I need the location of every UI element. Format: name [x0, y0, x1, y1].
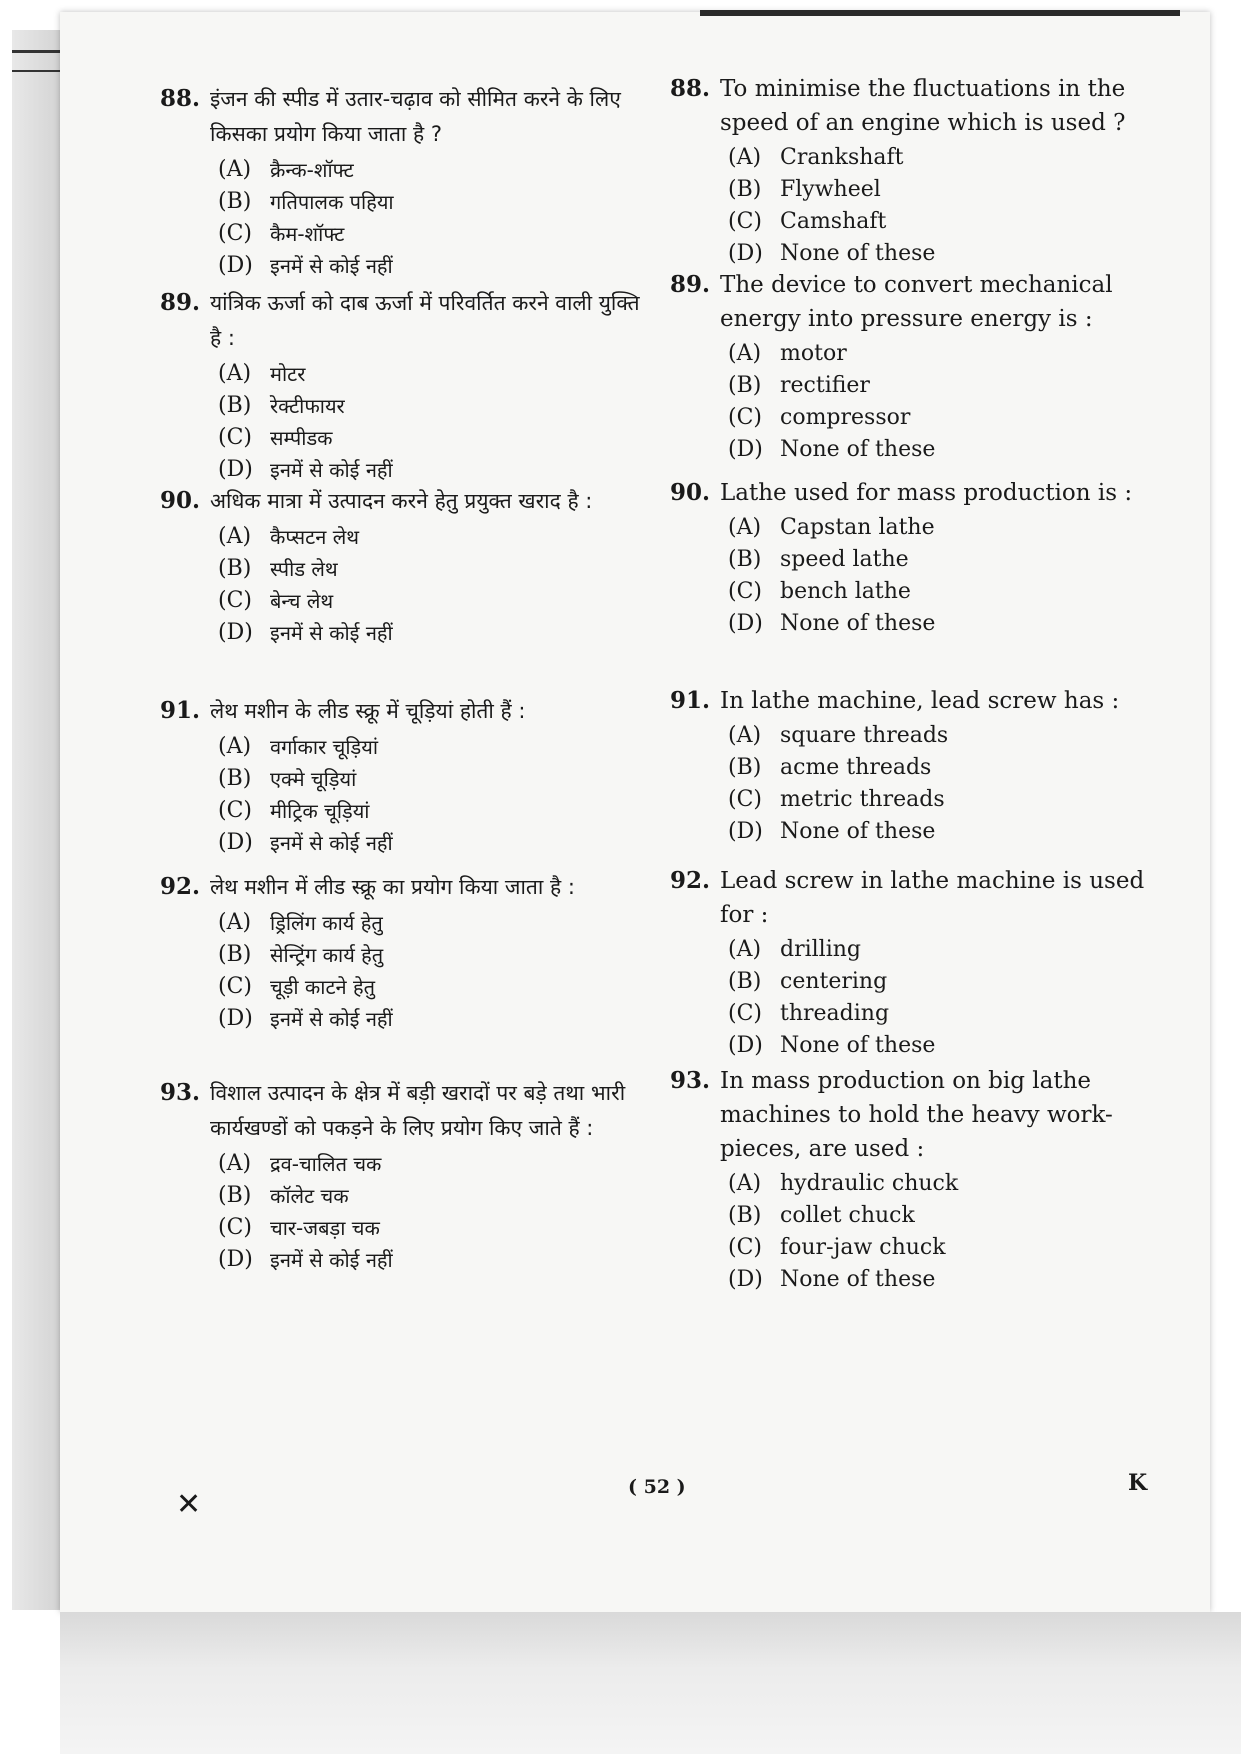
option-item — [218, 939, 650, 971]
option-label: (D) — [728, 1267, 763, 1292]
option-text: कैम-शॉफ्ट — [270, 222, 345, 246]
option-item — [728, 512, 1150, 544]
option-item — [218, 585, 650, 617]
option-text: Crankshaft — [780, 145, 904, 170]
question-stem — [160, 1076, 650, 1146]
option-label: (B) — [728, 373, 762, 398]
option-label: (B) — [218, 766, 252, 791]
option-item — [218, 454, 650, 486]
scan-bottom-shadow — [60, 1612, 1241, 1754]
option-item — [218, 907, 650, 939]
option-text: कॉलेट चक — [270, 1184, 349, 1208]
option-label: (A) — [218, 910, 252, 935]
option-text: द्रव-चालित चक — [270, 1152, 382, 1176]
option-text: drilling — [780, 937, 861, 962]
option-text: सेन्ट्रिंग कार्य हेतु — [270, 943, 384, 967]
option-item — [728, 934, 1150, 966]
option-label: (C) — [728, 209, 762, 234]
question-text: The device to convert mechanical energy into pressure energy is : — [720, 272, 1113, 332]
question-number: 89. — [160, 289, 201, 316]
cross-mark: ✕ — [176, 1487, 202, 1522]
question-93 — [670, 1064, 1150, 1296]
option-label: (D) — [728, 241, 763, 266]
option-list — [160, 1148, 650, 1276]
option-text: centering — [780, 969, 888, 994]
option-item — [218, 1003, 650, 1035]
option-item — [728, 1264, 1150, 1296]
option-label: (D) — [728, 819, 763, 844]
question-91 — [160, 694, 650, 859]
option-item — [728, 1200, 1150, 1232]
question-93 — [160, 1076, 650, 1276]
question-text: To minimise the fluctuations in the speed of an engine which is used ? — [720, 76, 1126, 136]
option-item — [728, 370, 1150, 402]
option-item — [728, 338, 1150, 370]
option-text: ड्रिलिंग कार्य हेतु — [270, 911, 383, 935]
option-text: square threads — [780, 723, 949, 748]
option-label: (C) — [728, 579, 762, 604]
option-item — [218, 1244, 650, 1276]
question-number: 90. — [670, 479, 711, 506]
option-item — [728, 1168, 1150, 1200]
option-label: (C) — [728, 1235, 762, 1260]
option-label: (D) — [218, 830, 253, 855]
option-text: None of these — [780, 437, 936, 462]
option-label: (D) — [728, 611, 763, 636]
question-92 — [160, 870, 650, 1035]
question-number: 88. — [670, 75, 711, 102]
option-item — [728, 784, 1150, 816]
option-item — [728, 1232, 1150, 1264]
question-number: 88. — [160, 85, 201, 112]
option-text: collet chuck — [780, 1203, 915, 1228]
question-text: विशाल उत्पादन के क्षेत्र में बड़ी खरादों पर बड़े तथा भारी कार्यखण्डों को पकड़ने के लिए प्रयोग किए जाते हैं : — [210, 1081, 626, 1140]
question-stem — [160, 286, 650, 356]
option-text: इनमें से कोई नहीं — [270, 831, 393, 855]
option-item — [218, 218, 650, 250]
option-label: (C) — [218, 798, 252, 823]
option-label: (A) — [218, 1151, 252, 1176]
option-item — [218, 1180, 650, 1212]
option-text: रेक्टीफायर — [270, 394, 345, 418]
question-91 — [670, 684, 1150, 848]
option-text: None of these — [780, 241, 936, 266]
question-stem — [160, 694, 650, 729]
option-item — [218, 1148, 650, 1180]
option-item — [728, 752, 1150, 784]
option-list — [670, 338, 1150, 466]
option-item — [728, 608, 1150, 640]
option-text: स्पीड लेथ — [270, 557, 338, 581]
question-stem — [670, 476, 1150, 510]
option-list — [670, 512, 1150, 640]
option-list — [670, 934, 1150, 1062]
option-item — [218, 390, 650, 422]
option-item — [728, 544, 1150, 576]
question-number: 91. — [670, 687, 711, 714]
option-item — [218, 422, 650, 454]
option-text: rectifier — [780, 373, 870, 398]
option-text: compressor — [780, 405, 911, 430]
option-text: क्रैन्क-शॉफ्ट — [270, 158, 354, 182]
option-item — [728, 206, 1150, 238]
question-stem — [670, 72, 1150, 140]
question-stem — [670, 684, 1150, 718]
option-text: None of these — [780, 819, 936, 844]
option-item — [728, 174, 1150, 206]
question-90 — [670, 476, 1150, 640]
option-text: चूड़ी काटने हेतु — [270, 975, 376, 999]
option-text: चार-जबड़ा चक — [270, 1216, 380, 1240]
question-number: 89. — [670, 271, 711, 298]
option-item — [218, 358, 650, 390]
question-92 — [670, 864, 1150, 1062]
option-label: (C) — [218, 425, 252, 450]
question-number: 92. — [160, 873, 201, 900]
option-text: Flywheel — [780, 177, 881, 202]
option-item — [218, 617, 650, 649]
option-text: None of these — [780, 1033, 936, 1058]
question-stem — [670, 864, 1150, 932]
option-text: बेन्च लेथ — [270, 589, 334, 613]
option-item — [218, 521, 650, 553]
option-text: इनमें से कोई नहीं — [270, 621, 393, 645]
question-text: लेथ मशीन में लीड स्क्रू का प्रयोग किया जाता है : — [210, 875, 575, 899]
option-text: None of these — [780, 1267, 936, 1292]
question-88 — [670, 72, 1150, 270]
option-text: Camshaft — [780, 209, 887, 234]
question-text: Lathe used for mass production is : — [720, 480, 1133, 506]
top-rule — [700, 10, 1180, 16]
question-text: In mass production on big lathe machines to hold the heavy work-pieces, are used : — [720, 1068, 1113, 1162]
option-label: (B) — [728, 177, 762, 202]
option-item — [218, 186, 650, 218]
option-item — [218, 971, 650, 1003]
question-stem — [670, 1064, 1150, 1166]
question-text: Lead screw in lathe machine is used for : — [720, 868, 1145, 928]
option-label: (B) — [218, 393, 252, 418]
option-text: acme threads — [780, 755, 932, 780]
option-list — [670, 142, 1150, 270]
option-label: (C) — [218, 974, 252, 999]
page-binding-edge — [12, 30, 60, 1610]
binding-rule — [12, 50, 60, 53]
question-90 — [160, 484, 650, 649]
question-text: In lathe machine, lead screw has : — [720, 688, 1120, 714]
option-text: इनमें से कोई नहीं — [270, 458, 393, 482]
option-label: (A) — [728, 1171, 762, 1196]
option-label: (C) — [218, 588, 252, 613]
option-label: (B) — [218, 556, 252, 581]
question-number: 92. — [670, 867, 711, 894]
option-item — [728, 720, 1150, 752]
option-text: इनमें से कोई नहीं — [270, 254, 393, 278]
question-text: अधिक मात्रा में उत्पादन करने हेतु प्रयुक्त खराद है : — [210, 489, 593, 513]
option-label: (A) — [218, 524, 252, 549]
option-label: (A) — [218, 734, 252, 759]
question-number: 91. — [160, 697, 201, 724]
option-list — [160, 731, 650, 859]
option-label: (A) — [728, 723, 762, 748]
option-item — [728, 966, 1150, 998]
option-label: (A) — [728, 145, 762, 170]
option-label: (B) — [728, 547, 762, 572]
question-number: 90. — [160, 487, 201, 514]
option-label: (A) — [728, 341, 762, 366]
question-stem — [160, 870, 650, 905]
question-stem — [160, 484, 650, 519]
option-text: इनमें से कोई नहीं — [270, 1248, 393, 1272]
option-item — [728, 238, 1150, 270]
option-label: (D) — [218, 457, 253, 482]
option-item — [728, 402, 1150, 434]
option-label: (D) — [728, 1033, 763, 1058]
question-number: 93. — [670, 1067, 711, 1094]
option-label: (D) — [218, 620, 253, 645]
option-list — [160, 907, 650, 1035]
option-text: metric threads — [780, 787, 945, 812]
option-list — [670, 1168, 1150, 1296]
option-text: मोटर — [270, 362, 306, 386]
option-text: Capstan lathe — [780, 515, 935, 540]
option-item — [218, 250, 650, 282]
option-label: (B) — [218, 1183, 252, 1208]
question-89 — [670, 268, 1150, 466]
option-label: (C) — [728, 1001, 762, 1026]
option-label: (A) — [218, 157, 252, 182]
option-item — [218, 795, 650, 827]
option-label: (C) — [728, 787, 762, 812]
option-text: कैप्सटन लेथ — [270, 525, 360, 549]
option-item — [218, 763, 650, 795]
option-text: bench lathe — [780, 579, 911, 604]
option-label: (A) — [728, 937, 762, 962]
option-item — [728, 1030, 1150, 1062]
option-item — [218, 553, 650, 585]
option-label: (A) — [728, 515, 762, 540]
option-item — [728, 816, 1150, 848]
option-list — [160, 521, 650, 649]
option-label: (C) — [218, 1215, 252, 1240]
set-code: K — [1128, 1470, 1148, 1496]
question-stem — [670, 268, 1150, 336]
option-text: hydraulic chuck — [780, 1171, 959, 1196]
option-label: (B) — [218, 189, 252, 214]
option-label: (D) — [218, 1247, 253, 1272]
option-text: सम्पीडक — [270, 426, 333, 450]
option-item — [218, 731, 650, 763]
option-list — [160, 154, 650, 282]
option-item — [728, 142, 1150, 174]
option-item — [728, 576, 1150, 608]
option-label: (C) — [728, 405, 762, 430]
option-label: (C) — [218, 221, 252, 246]
option-text: speed lathe — [780, 547, 909, 572]
option-text: एक्मे चूड़ियां — [270, 767, 357, 791]
option-item — [218, 154, 650, 186]
question-number: 93. — [160, 1079, 201, 1106]
option-text: गतिपालक पहिया — [270, 190, 394, 214]
question-text: लेथ मशीन के लीड स्क्रू में चूड़ियां होती हैं : — [210, 699, 526, 723]
option-text: None of these — [780, 611, 936, 636]
option-item — [728, 998, 1150, 1030]
option-label: (B) — [218, 942, 252, 967]
question-89 — [160, 286, 650, 486]
option-text: threading — [780, 1001, 890, 1026]
page-number: ( 52 ) — [628, 1476, 686, 1498]
option-list — [160, 358, 650, 486]
option-text: motor — [780, 341, 847, 366]
option-text: four-jaw chuck — [780, 1235, 946, 1260]
question-text: इंजन की स्पीड में उतार-चढ़ाव को सीमित करने के लिए किसका प्रयोग किया जाता है ? — [210, 87, 621, 146]
option-item — [218, 1212, 650, 1244]
option-list — [670, 720, 1150, 848]
option-label: (D) — [728, 437, 763, 462]
option-item — [218, 827, 650, 859]
question-88 — [160, 82, 650, 282]
option-label: (B) — [728, 969, 762, 994]
question-text: यांत्रिक ऊर्जा को दाब ऊर्जा में परिवर्तित करने वाली युक्ति है : — [210, 291, 640, 350]
option-label: (D) — [218, 1006, 253, 1031]
option-label: (D) — [218, 253, 253, 278]
option-text: वर्गाकार चूड़ियां — [270, 735, 378, 759]
question-stem — [160, 82, 650, 152]
option-text: मीट्रिक चूड़ियां — [270, 799, 370, 823]
option-item — [728, 434, 1150, 466]
option-label: (B) — [728, 755, 762, 780]
binding-rule — [12, 70, 60, 72]
option-label: (A) — [218, 361, 252, 386]
option-label: (B) — [728, 1203, 762, 1228]
option-text: इनमें से कोई नहीं — [270, 1007, 393, 1031]
